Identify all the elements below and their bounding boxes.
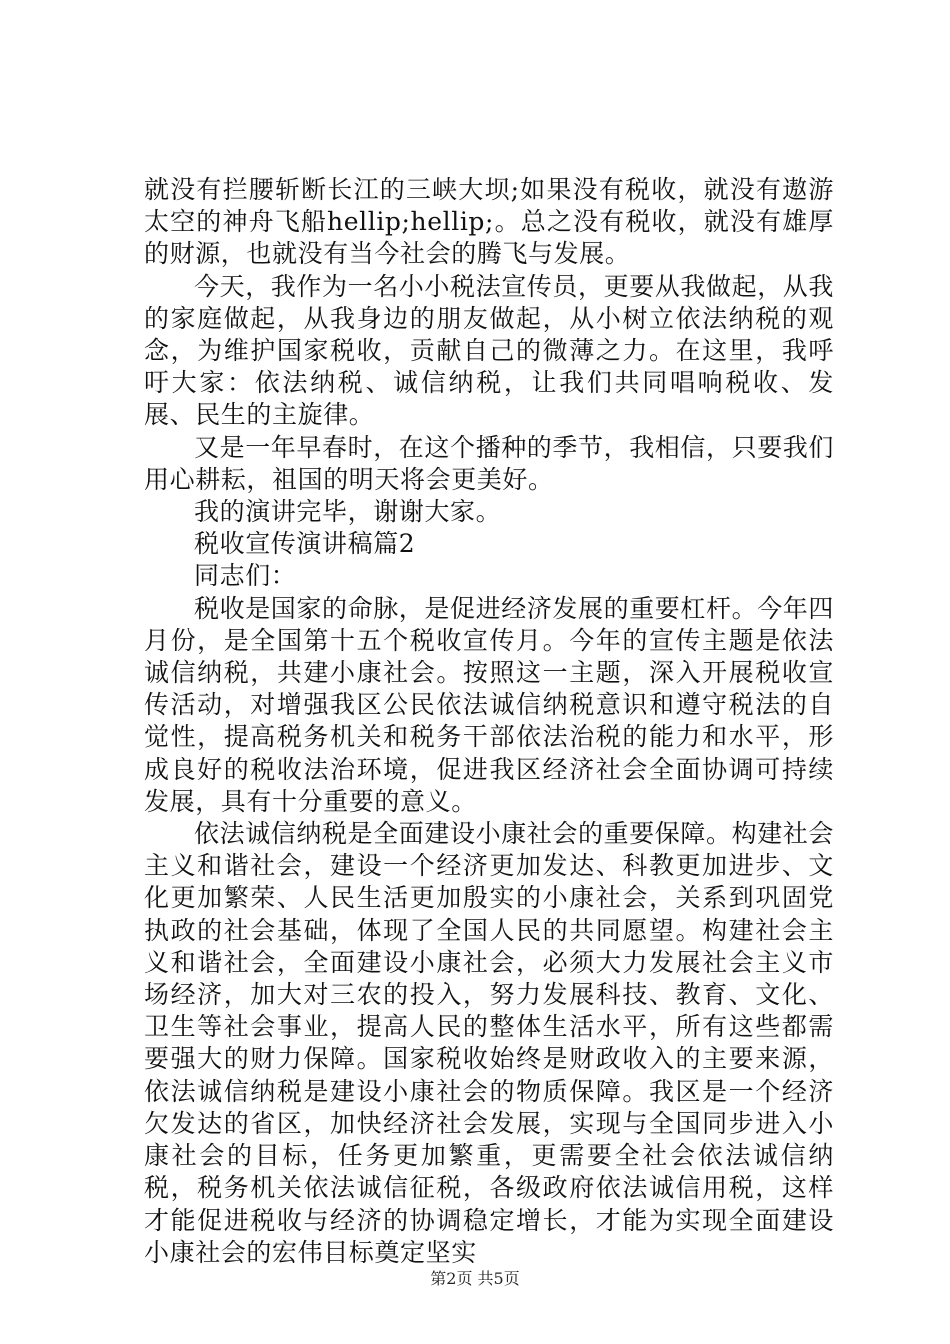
paragraph: 税收是国家的命脉，是促进经济发展的重要杠杆。今年四月份，是全国第十五个税收宣传月。今年的宣传主题是依法诚信纳税，共建小康社会。按照这一主题，深入开展税收宣传活动，对增强我区公民依法诚信纳税意识和遵守税法的自觉性，提高税务机关和税务干部依法治税的能力和水平，形成良好的税收法治环境，促进我区经济社会全面协调可持续发展，具有十分重要的意义。 [144, 593, 835, 816]
section-title: 税收宣传演讲稿篇2 [194, 529, 416, 559]
paragraph-continued: 就没有拦腰斩断长江的三峡大坝;如果没有税收，就没有遨游太空的神舟飞船hellip;hellip;。总之没有税收，就没有雄厚的财源，也就没有当今社会的腾飞与发展。 [144, 175, 834, 269]
paragraph: 我的演讲完毕，谢谢大家。 [194, 497, 502, 527]
paragraph: 今天，我作为一名小小税法宣传员，更要从我做起，从我的家庭做起，从我身边的朋友做起，从小树立依法纳税的观念，为维护国家税收，贡献自己的微薄之力。在这里，我呼吁大家：依法纳税、诚信纳税，让我们共同唱响税收、发展、民生的主旋律。 [144, 271, 835, 430]
page-number-footer: 第2页 共5页 [430, 1269, 520, 1288]
salutation: 同志们： [194, 561, 297, 591]
paragraph: 依法诚信纳税是全面建设小康社会的重要保障。构建社会主义和谐社会，建设一个经济更加发达、科教更加进步、文化更加繁荣、人民生活更加殷实的小康社会，关系到巩固党执政的社会基础，体现了全国人民的共同愿望。构建社会主义和谐社会，全面建设小康社会，必须大力发展社会主义市场经济，加大对三农的投入，努力发展科技、教育、文化、卫生等社会事业，提高人民的整体生活水平，所有这些都需要强大的财力保障。国家税收始终是财政收入的主要来源，依法诚信纳税是建设小康社会的物质保障。我区是一个经济欠发达的省区，加快经济社会发展，实现与全国同步进入小康社会的目标，任务更加繁重，更需要全社会依法诚信纳税，税务机关依法诚信征税，各级政府依法诚信用税，这样才能促进税收与经济的协调稳定增长，才能为实现全面建设小康社会的宏伟目标奠定坚实 [144, 819, 835, 1267]
paragraph: 又是一年早春时，在这个播种的季节，我相信，只要我们用心耕耘，祖国的明天将会更美好。 [144, 432, 835, 494]
document-body [144, 174, 834, 1269]
